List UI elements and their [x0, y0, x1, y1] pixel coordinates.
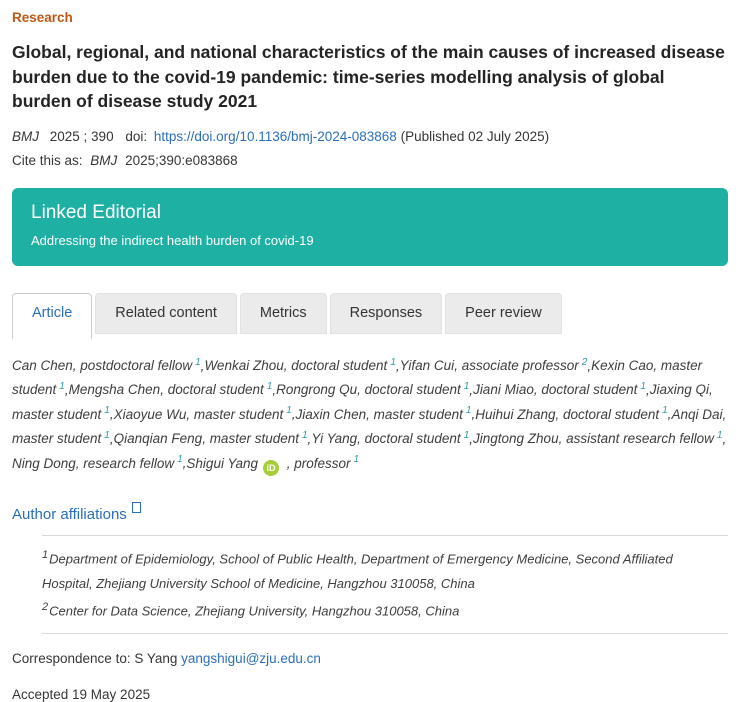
- author-entry: Huihui Zhang, doctoral student $^1$: [475, 405, 668, 422]
- affiliation-superscript[interactable]: 1: [266, 380, 273, 392]
- accepted-date: Accepted 19 May 2025: [12, 687, 151, 702]
- tab-metrics[interactable]: Metrics: [240, 293, 327, 334]
- orcid-icon[interactable]: iD: [263, 460, 279, 476]
- cite-as-journal: BMJ: [90, 152, 118, 168]
- affiliation-superscript[interactable]: 2: [581, 356, 588, 368]
- author-entry: Can Chen, postdoctoral fellow $^1$: [12, 356, 201, 373]
- affiliation-superscript[interactable]: 1: [465, 405, 472, 417]
- published-date: (Published 02 July 2025): [400, 128, 550, 144]
- affiliation-superscript[interactable]: 1: [104, 405, 110, 417]
- cite-as-ref: 2025;390:e083868: [125, 152, 238, 168]
- author-entry: Jiani Miao, doctoral student $^1$: [473, 380, 646, 398]
- affiliation-superscript[interactable]: 1: [301, 429, 308, 441]
- affiliation-superscript[interactable]: 1: [286, 405, 292, 417]
- year-volume: 2025 ; 390: [49, 128, 114, 144]
- section-kicker: Research: [12, 10, 73, 25]
- author-entry: Xiaoyue Wu, master student $^1$: [113, 405, 292, 422]
- popup-box-icon: [132, 502, 141, 513]
- cite-as-line: [12, 153, 728, 168]
- affiliation-superscript[interactable]: 1: [177, 454, 183, 466]
- author-entry: Kexin Cao, master student $^1$: [12, 358, 703, 398]
- affiliation-superscript[interactable]: 1: [640, 380, 646, 392]
- tab-responses[interactable]: Responses: [330, 293, 443, 334]
- divider-bottom: [42, 633, 728, 634]
- author-entry: Rongrong Qu, doctoral student $^1$: [276, 380, 470, 398]
- affiliation-superscript[interactable]: 1: [104, 429, 110, 441]
- article-title: Global, regional, and national characteristics of the main causes of increased disease burden due to the covid-19 pandemic: time-series modelling analysis of global burden of disease study 2021: [12, 42, 725, 111]
- author-entry: Jingtong Zhou, assistant research fellow $^1$: [473, 429, 723, 447]
- linked-editorial-banner: [12, 188, 728, 266]
- affiliation-list: [42, 545, 722, 624]
- citation-line: [12, 129, 728, 144]
- author-entry: Ning Dong, research fellow $^1$: [12, 454, 183, 471]
- divider-top: [42, 535, 728, 536]
- author-entry: Jiaxin Chen, master student $^1$: [295, 405, 472, 422]
- author-entry: Anqi Dai, master student $^1$: [12, 406, 727, 447]
- affiliation-superscript[interactable]: 1: [716, 429, 723, 441]
- author-entry: Mengsha Chen, doctoral student $^1$: [68, 380, 273, 398]
- journal-name: BMJ: [12, 128, 39, 144]
- doi-link[interactable]: https://doi.org/10.1136/bmj-2024-083868: [153, 128, 397, 144]
- author-list: Can Chen, postdoctoral fellow $^1$,​Wenkai Zhou, doctoral student $^1$,​Yifan Cui, associate professor $^2$,​Kexin Cao, master student $^1$,​Mengsha Chen, doctoral student $^1$,​Rongrong Qu, doctoral student $^1$,​Jiani Miao, doctoral student $^1$,​Jiaxing Qi, master student $^1$,​Xiaoyue Wu, master student $^1$,​Jiaxin Chen, master student $^1$,​Huihui Zhang, doctoral student $^1$,​Anqi Dai, master student $^1$,​Qianqian Feng, master student $^1$,​Yi Yang, doctoral student $^1$,​Jingtong Zhou, assistant research fellow $^1$,​Ning Dong, research fellow $^1$,​Shigui Yang iD , professor $^1$: [12, 354, 728, 476]
- affiliation-superscript[interactable]: 1: [662, 405, 668, 417]
- linked-editorial-title: Linked Editorial: [31, 201, 161, 223]
- affiliation-superscript[interactable]: 1: [463, 429, 470, 441]
- affiliation-superscript[interactable]: 1: [390, 356, 396, 368]
- author-entry: Shigui Yang iD , professor $^1$: [186, 456, 359, 471]
- author-entry: Yifan Cui, associate professor $^2$: [399, 356, 588, 373]
- tab-peer-review[interactable]: Peer review: [445, 293, 562, 334]
- correspondence-label: Correspondence to: S Yang: [12, 651, 178, 667]
- tab-article[interactable]: Article: [12, 293, 92, 339]
- cite-as-label: Cite this as:: [12, 152, 83, 168]
- article-tabs: [12, 293, 728, 339]
- affiliation-superscript[interactable]: 1: [195, 356, 201, 368]
- doi-label: doi:: [125, 128, 148, 144]
- author-entry: Yi Yang, doctoral student $^1$: [311, 429, 470, 447]
- affiliation-superscript[interactable]: 1: [353, 454, 360, 466]
- author-entry: Jiaxing Qi, master student $^1$: [12, 382, 713, 422]
- affiliation-superscript[interactable]: 1: [59, 380, 65, 392]
- author-affiliations-toggle[interactable]: [12, 502, 141, 523]
- affiliation-number: 1: [42, 548, 49, 561]
- tab-related-content[interactable]: Related content: [95, 293, 237, 334]
- affiliation-item: $^1$Department of Epidemiology, School of Public Health, Department of Emergency Medicine, Second Affiliated Hospital, Zhejiang University School of Medicine, Hangzhou 310058, China: [42, 548, 673, 592]
- author-entry: Qianqian Feng, master student $^1$: [113, 429, 308, 447]
- affiliation-item: $^2$Center for Data Science, Zhejiang University, Hangzhou 310058, China: [42, 600, 460, 619]
- correspondence-line: [12, 651, 728, 666]
- linked-editorial-link[interactable]: Addressing the indirect health burden of covid-19: [31, 232, 314, 248]
- affiliation-number: 2: [42, 600, 49, 613]
- affiliation-superscript[interactable]: 1: [463, 380, 470, 392]
- correspondence-email-link[interactable]: yangshigui@zju.edu.cn: [181, 651, 321, 667]
- author-affiliations-label: Author affiliations: [12, 505, 127, 523]
- author-entry: Wenkai Zhou, doctoral student $^1$: [204, 356, 396, 373]
